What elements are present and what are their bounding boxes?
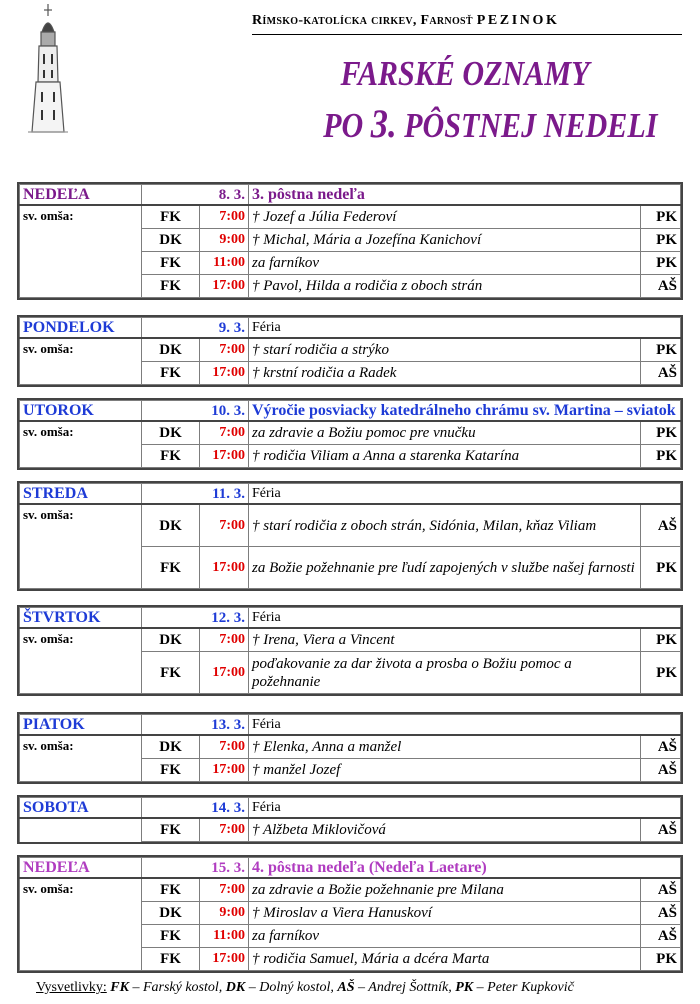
mass-celebrant: PK xyxy=(640,338,680,362)
mass-time: 17:00 xyxy=(200,362,249,385)
mass-intention: † Jozef a Júlia Federoví xyxy=(249,205,641,229)
mass-celebrant: PK xyxy=(640,445,680,468)
mass-row xyxy=(20,421,681,445)
mass-location: FK xyxy=(142,652,200,694)
day-table xyxy=(19,714,681,782)
mass-row xyxy=(20,902,681,925)
mass-time: 9:00 xyxy=(200,902,249,925)
mass-label-empty xyxy=(20,275,142,298)
mass-time: 17:00 xyxy=(200,445,249,468)
day-description: 4. pôstna nedeľa (Nedeľa Laetare) xyxy=(249,858,681,879)
mass-time: 7:00 xyxy=(200,818,249,842)
mass-label-empty xyxy=(20,362,142,385)
day-block xyxy=(17,712,683,784)
mass-time: 7:00 xyxy=(200,205,249,229)
day-date: 15. 3. xyxy=(142,858,249,879)
day-date: 12. 3. xyxy=(142,608,249,629)
mass-intention: poďakovanie za dar života a prosba o Božiu pomoc a požehnanie xyxy=(249,652,641,694)
day-block xyxy=(17,481,683,591)
day-description: Féria xyxy=(249,484,681,505)
mass-time: 7:00 xyxy=(200,421,249,445)
mass-label-empty xyxy=(20,902,142,925)
legend-value-pk: – Peter Kupkovič xyxy=(473,980,574,995)
title-number: 3. xyxy=(370,101,397,146)
mass-location: DK xyxy=(142,421,200,445)
day-block xyxy=(17,182,683,300)
mass-time: 17:00 xyxy=(200,652,249,694)
mass-celebrant: AŠ xyxy=(641,902,681,925)
mass-intention: † manžel Jozef xyxy=(249,759,641,782)
mass-row xyxy=(20,735,681,759)
mass-location: FK xyxy=(142,445,200,468)
mass-celebrant: AŠ xyxy=(640,818,680,842)
mass-label: sv. omša: xyxy=(20,504,142,547)
mass-row xyxy=(20,275,681,298)
mass-time: 7:00 xyxy=(200,504,249,547)
mass-location: FK xyxy=(142,759,200,782)
mass-row xyxy=(20,759,681,782)
mass-intention: † Pavol, Hilda a rodičia z oboch strán xyxy=(249,275,641,298)
mass-intention: † starí rodičia z oboch strán, Sidónia, Milan, kňaz Viliam xyxy=(249,504,641,547)
day-name: ŠTVRTOK xyxy=(20,608,142,629)
mass-time: 7:00 xyxy=(200,338,249,362)
day-name: SOBOTA xyxy=(20,798,142,819)
legend-value-dk: – Dolný kostol, xyxy=(245,980,338,995)
mass-intention: † Irena, Viera a Vincent xyxy=(249,628,641,652)
legend-label: Vysvetlivky: xyxy=(36,980,107,995)
mass-celebrant: PK xyxy=(641,948,681,971)
mass-location: DK xyxy=(142,735,200,759)
organization-header xyxy=(252,13,559,29)
mass-label-empty xyxy=(20,652,142,694)
day-description: Féria xyxy=(249,715,681,736)
legend-key-pk: PK xyxy=(455,980,474,995)
mass-intention: † rodičia Samuel, Mária a dcéra Marta xyxy=(249,948,641,971)
mass-row xyxy=(20,652,681,694)
mass-celebrant: PK xyxy=(640,421,680,445)
mass-intention: † Michal, Mária a Jozefína Kanichoví xyxy=(249,229,641,252)
day-table xyxy=(19,857,681,971)
mass-celebrant: PK xyxy=(640,205,680,229)
mass-label-empty xyxy=(20,818,142,842)
day-table xyxy=(19,184,681,298)
parish-name: PEZINOK xyxy=(476,13,560,28)
day-date: 8. 3. xyxy=(142,185,249,206)
day-description: Výročie posviacky katedrálneho chrámu sv. Martina – sviatok xyxy=(249,401,681,422)
mass-row xyxy=(20,504,681,547)
mass-celebrant: AŠ xyxy=(640,759,680,782)
mass-row xyxy=(20,547,681,589)
mass-label-empty xyxy=(20,445,142,468)
day-block xyxy=(17,315,683,387)
mass-time: 11:00 xyxy=(200,252,249,275)
mass-time: 7:00 xyxy=(200,628,249,652)
mass-location: DK xyxy=(142,504,200,547)
mass-row xyxy=(20,818,681,842)
day-name: STREDA xyxy=(20,484,142,505)
mass-label: sv. omša: xyxy=(20,338,142,362)
day-header-row xyxy=(20,858,681,879)
mass-row xyxy=(20,925,681,948)
mass-intention: za zdravie a Božie požehnanie pre Milana xyxy=(249,878,641,902)
mass-label: sv. omša: xyxy=(20,205,142,229)
day-date: 14. 3. xyxy=(142,798,249,819)
mass-celebrant: PK xyxy=(640,628,680,652)
day-header-row xyxy=(20,608,681,629)
mass-row xyxy=(20,338,681,362)
title-line-2 xyxy=(323,101,658,146)
day-date: 13. 3. xyxy=(142,715,249,736)
mass-label-empty xyxy=(20,252,142,275)
mass-row xyxy=(20,878,681,902)
title-po: PO xyxy=(323,106,364,145)
day-table xyxy=(19,797,681,842)
mass-time: 17:00 xyxy=(200,948,249,971)
org-prefix: Rímsko-katolícka cirkev, Farnosť xyxy=(252,13,473,28)
mass-location: FK xyxy=(142,252,200,275)
mass-intention: † Miroslav a Viera Hanuskoví xyxy=(249,902,641,925)
day-description: 3. pôstna nedeľa xyxy=(249,185,681,206)
day-header-row xyxy=(20,798,681,819)
mass-time: 7:00 xyxy=(200,735,249,759)
mass-intention: za zdravie a Božiu pomoc pre vnučku xyxy=(249,421,641,445)
mass-time: 11:00 xyxy=(200,925,249,948)
mass-label-empty xyxy=(20,547,142,589)
day-header-row xyxy=(20,715,681,736)
day-table xyxy=(19,317,681,385)
mass-row xyxy=(20,628,681,652)
header-rule xyxy=(252,34,682,35)
day-name: NEDEĽA xyxy=(20,185,142,206)
mass-intention: † rodičia Viliam a Anna a starenka Katarína xyxy=(249,445,641,468)
mass-celebrant: PK xyxy=(640,252,680,275)
mass-location: FK xyxy=(142,818,200,842)
mass-celebrant: PK xyxy=(640,229,680,252)
mass-location: FK xyxy=(142,948,200,971)
day-date: 9. 3. xyxy=(142,318,249,339)
legend-key-as: AŠ xyxy=(337,980,355,995)
mass-label: sv. omša: xyxy=(20,421,142,445)
day-table xyxy=(19,400,681,468)
mass-celebrant: AŠ xyxy=(641,925,681,948)
title-line-1: FARSKÉ OZNAMY xyxy=(340,54,590,93)
day-header-row xyxy=(20,401,681,422)
title-rest: PÔSTNEJ NEDELI xyxy=(404,106,658,145)
mass-location: DK xyxy=(142,229,200,252)
mass-location: FK xyxy=(142,205,200,229)
mass-row xyxy=(20,948,681,971)
day-table xyxy=(19,607,681,694)
mass-intention: za Božie požehnanie pre ľudí zapojených v službe našej farnosti xyxy=(249,547,641,589)
day-header-row xyxy=(20,318,681,339)
mass-row xyxy=(20,205,681,229)
mass-intention: za farníkov xyxy=(249,252,641,275)
mass-time: 17:00 xyxy=(200,759,249,782)
mass-intention: za farníkov xyxy=(249,925,641,948)
legend-value-fk: – Farský kostol, xyxy=(128,980,226,995)
church-tower-logo xyxy=(22,2,74,134)
day-block xyxy=(17,398,683,470)
mass-location: DK xyxy=(142,338,200,362)
mass-label: sv. omša: xyxy=(20,878,142,902)
mass-location: DK xyxy=(142,628,200,652)
day-name: PONDELOK xyxy=(20,318,142,339)
mass-row xyxy=(20,229,681,252)
mass-celebrant: AŠ xyxy=(640,362,680,385)
day-description: Féria xyxy=(249,608,681,629)
mass-intention: † krstní rodičia a Radek xyxy=(249,362,641,385)
mass-celebrant: PK xyxy=(640,547,680,589)
mass-intention: † starí rodičia a strýko xyxy=(249,338,641,362)
mass-celebrant: AŠ xyxy=(640,504,680,547)
mass-intention: † Elenka, Anna a manžel xyxy=(249,735,641,759)
mass-location: DK xyxy=(142,902,200,925)
mass-location: FK xyxy=(142,925,200,948)
mass-row xyxy=(20,362,681,385)
day-name: PIATOK xyxy=(20,715,142,736)
day-block xyxy=(17,605,683,696)
mass-celebrant: AŠ xyxy=(641,878,681,902)
day-description: Féria xyxy=(249,318,681,339)
day-name: UTOROK xyxy=(20,401,142,422)
mass-label: sv. omša: xyxy=(20,735,142,759)
mass-intention: † Alžbeta Miklovičová xyxy=(249,818,641,842)
mass-celebrant: AŠ xyxy=(640,735,680,759)
day-description: Féria xyxy=(249,798,681,819)
mass-label-empty xyxy=(20,759,142,782)
mass-label: sv. omša: xyxy=(20,628,142,652)
day-header-row xyxy=(20,484,681,505)
legend-key-dk: DK xyxy=(225,980,246,995)
mass-label-empty xyxy=(20,925,142,948)
mass-label-empty xyxy=(20,229,142,252)
day-block xyxy=(17,795,683,844)
legend-value-as: – Andrej Šottník, xyxy=(354,980,456,995)
mass-celebrant: AŠ xyxy=(640,275,680,298)
mass-time: 9:00 xyxy=(200,229,249,252)
mass-row xyxy=(20,445,681,468)
mass-location: FK xyxy=(142,547,200,589)
day-table xyxy=(19,483,681,589)
day-header-row xyxy=(20,185,681,206)
mass-row xyxy=(20,252,681,275)
day-name: NEDEĽA xyxy=(20,858,142,879)
mass-label-empty xyxy=(20,948,142,971)
day-block xyxy=(17,855,683,973)
mass-time: 17:00 xyxy=(200,275,249,298)
legend-key-fk: FK xyxy=(110,980,129,995)
day-date: 11. 3. xyxy=(142,484,249,505)
mass-location: FK xyxy=(142,362,200,385)
mass-time: 17:00 xyxy=(200,547,249,589)
mass-location: FK xyxy=(142,878,200,902)
legend xyxy=(36,980,574,996)
day-date: 10. 3. xyxy=(142,401,249,422)
mass-time: 7:00 xyxy=(200,878,249,902)
mass-celebrant: PK xyxy=(640,652,680,694)
mass-location: FK xyxy=(142,275,200,298)
